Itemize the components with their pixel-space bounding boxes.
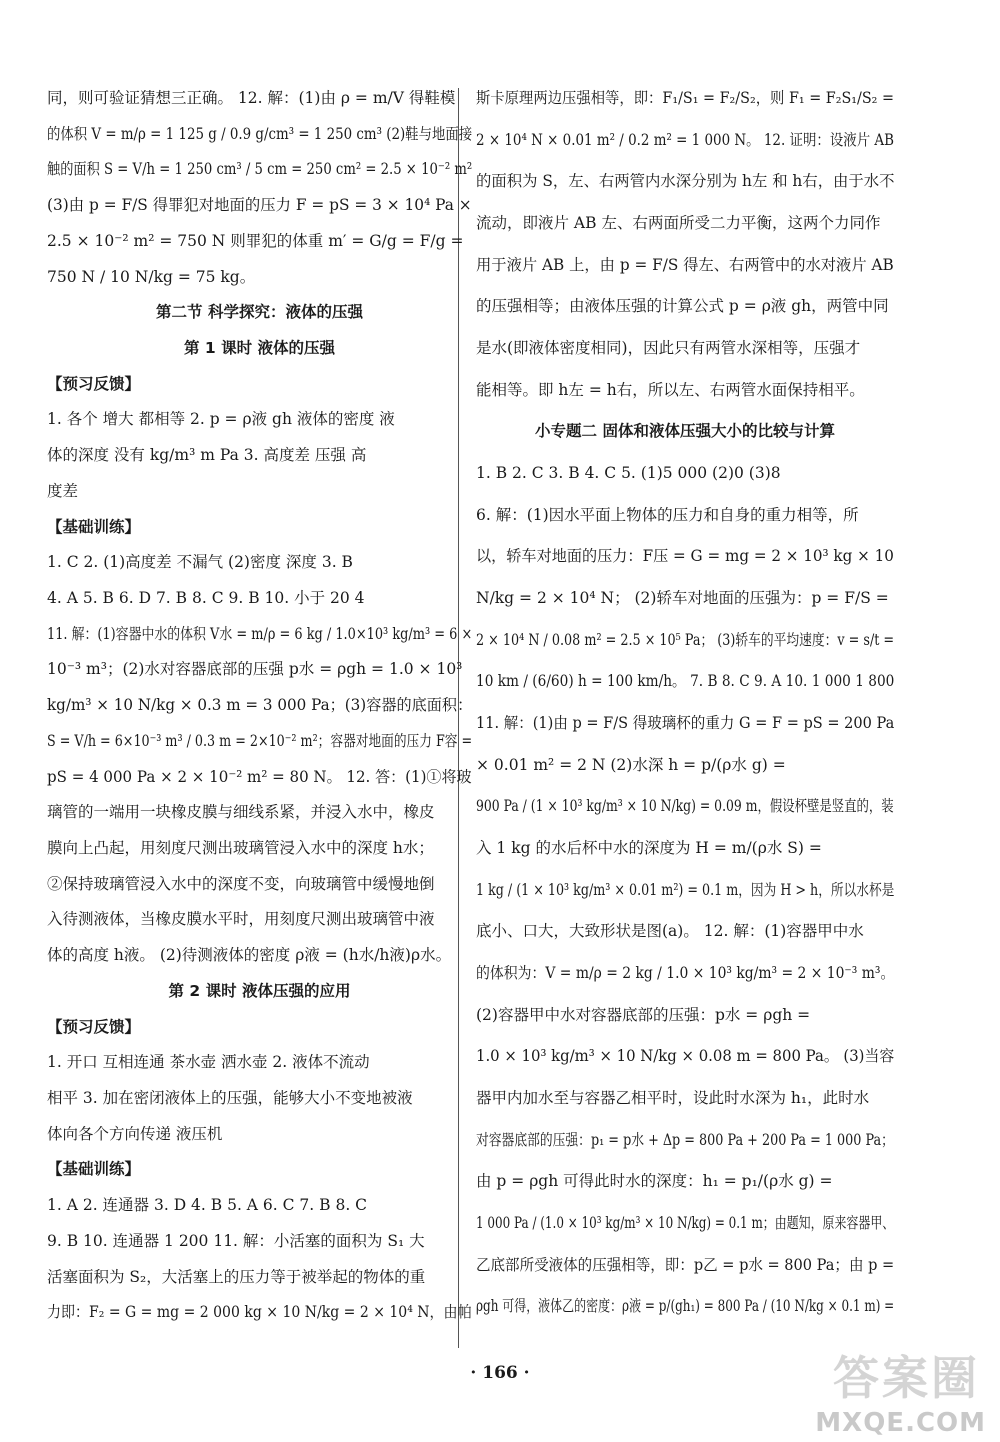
text-line: 能相等。即 h左 = h右，所以左、右两管水面保持相平。 [476, 380, 865, 399]
subsection-heading: 【预习反馈】 [47, 374, 141, 393]
text-line: N/kg = 2 × 10⁴ N； (2)轿车对地面的压强为：p = F/S = [476, 589, 889, 607]
column-divider [458, 88, 459, 1348]
text-line: 2.5 × 10⁻² m² = 750 N 则罪犯的体重 m′ = G/g = F/g = [47, 231, 464, 250]
text-line: 1 000 Pa / (1.0 × 10³ kg/m³ × 10 N/kg) = 0.1 m；由题知，原来容器甲、 [476, 1214, 895, 1232]
text-line: 900 Pa / (1 × 10³ kg/m³ × 10 N/kg) = 0.09 m，假设杯壁是竖直的，装 [476, 797, 894, 816]
text-line: 的面积为 S，左、右两管内水深分别为 h左 和 h右，由于水不 [476, 172, 895, 191]
text-line: 用于液片 AB 上，由 p = F/S 得左、右两管中的水对液片 AB [476, 255, 894, 274]
text-line: ②保持玻璃管浸入水中的深度不变，向玻璃管中缓慢地倒 [47, 874, 435, 893]
watermark-url: MXQE.COM [815, 1408, 986, 1438]
text-line: ρgh 可得，液体乙的密度：ρ液 = p/(gh₁) = 800 Pa / (10 N/kg × 0.1 m) = [476, 1297, 895, 1316]
text-line: 流动，即液片 AB 左、右两面所受二力平衡，这两个力同作 [476, 214, 881, 232]
text-line: 1. A 2. 连通器 3. D 4. B 5. A 6. C 7. B 8. C [47, 1196, 368, 1215]
text-line: 的体积为：V = m/ρ = 2 kg / 1.0 × 10³ kg/m³ = 2 × 10⁻³ m³。 [476, 964, 895, 982]
text-line: 1. B 2. C 3. B 4. C 5. (1)5 000 (2)0 (3)8 [476, 464, 781, 482]
text-line: (3)由 p = F/S 得罪犯对地面的压力 F = pS = 3 × 10⁴ Pa × [47, 196, 472, 215]
section-heading: 第 1 课时 液体的压强 [184, 339, 335, 357]
text-line: 璃管的一端用一块橡皮膜与细线系紧，并浸入水中，橡皮 [47, 803, 435, 822]
section-heading: 小专题二 固体和液体压强大小的比较与计算 [535, 422, 835, 441]
text-line: 1. C 2. (1)高度差 不漏气 (2)密度 深度 3. B [47, 553, 353, 572]
text-line: 力即：F₂ = G = mg = 2 000 kg × 10 N/kg = 2 × 10⁴ N，由帕 [47, 1303, 472, 1322]
text-line: 斯卡原理两边压强相等，即：F₁/S₁ = F₂/S₂，则 F₁ = F₂S₁/S₂ = [476, 89, 895, 107]
text-line: 以，轿车对地面的压力：F压 = G = mg = 2 × 10³ kg × 10 [476, 547, 894, 566]
text-line: 的体积 V = m/ρ = 1 125 g / 0.9 g/cm³ = 1 250 cm³ (2)鞋与地面接 [47, 124, 473, 143]
text-line: 11. 解：(1)容器中水的体积 V水 = m/ρ = 6 kg / 1.0×10³ kg/m³ = 6 × [47, 624, 473, 643]
text-line: 9. B 10. 连通器 1 200 11. 解：小活塞的面积为 S₁ 大 [47, 1231, 425, 1250]
text-line: 入待测液体，当橡皮膜水平时，用刻度尺测出玻璃管中液 [47, 910, 435, 929]
text-line: 同，则可验证猜想三正确。 12. 解：(1)由 ρ = m/V 得鞋模 [47, 89, 456, 107]
text-line: pS = 4 000 Pa × 2 × 10⁻² m² = 80 N。 12. 答：(1)①将玻 [47, 767, 472, 786]
text-line: 10 km / (6/60) h = 100 km/h。 7. B 8. C 9. A 10. 1 000 1 800 [476, 672, 895, 691]
text-line: 是水(即液体密度相同)，因此只有两管水深相等，压强才 [476, 339, 861, 357]
text-line: 对容器底部的压强：p₁ = p水 + Δp = 800 Pa + 200 Pa = 1 000 Pa； [476, 1130, 894, 1149]
subsection-heading: 【基础训练】 [47, 1160, 141, 1179]
text-line: 750 N / 10 N/kg = 75 kg。 [47, 267, 256, 286]
text-line: 2 × 10⁴ N × 0.01 m² / 0.2 m² = 1 000 N。 12. 证明：设液片 AB [476, 130, 894, 149]
text-line: 体的高度 h液。 (2)待测液体的密度 ρ液 = (h水/h液)ρ水。 [47, 946, 452, 965]
text-line: 体向各个方向传递 液压机 [47, 1124, 223, 1143]
text-line: 6. 解：(1)因水平面上物体的压力和自身的重力相等，所 [476, 505, 859, 524]
section-heading: 第 2 课时 液体压强的应用 [168, 981, 351, 1000]
text-line: 器甲内加水至与容器乙相平时，设此时水深为 h₁，此时水 [476, 1089, 870, 1107]
text-line: 1 kg / (1 × 10³ kg/m³ × 0.01 m²) = 0.1 m，因为 H > h，所以水杯是 [476, 880, 895, 899]
text-line: 2 × 10⁴ N / 0.08 m² = 2.5 × 10⁵ Pa； (3)轿车的平均速度：v = s/t = [476, 630, 895, 649]
text-line: 11. 解：(1)由 p = F/S 得玻璃杯的重力 G = F = pS = 200 Pa [476, 714, 895, 732]
text-line: 底小、口大，大致形状是图(a)。 12. 解：(1)容器甲中水 [476, 922, 864, 941]
text-line: 入 1 kg 的水后杯中水的深度为 H = m/(ρ水 S) = [476, 839, 822, 857]
page-number: · 166 · [470, 1363, 530, 1383]
text-line: 1.0 × 10³ kg/m³ × 10 N/kg × 0.08 m = 800 Pa。 (3)当容 [476, 1047, 895, 1066]
text-line: 相平 3. 加在密闭液体上的压强，能够大小不变地被液 [47, 1089, 413, 1107]
text-line: 度差 [47, 481, 79, 500]
watermark-logo: 答案圈 [833, 1351, 980, 1405]
text-line: 体的深度 没有 kg/m³ m Pa 3. 高度差 压强 高 [47, 446, 367, 465]
text-line: S = V/h = 6×10⁻³ m³ / 0.3 m = 2×10⁻² m²；容器对地面的压力 F容 = [47, 731, 473, 750]
text-line: 1. 开口 互相连通 茶水壶 洒水壶 2. 液体不流动 [47, 1053, 370, 1072]
text-line: 触的面积 S = V/h = 1 250 cm³ / 5 cm = 250 cm² = 2.5 × 10⁻² m² [47, 160, 473, 179]
subsection-heading: 【预习反馈】 [47, 1017, 141, 1036]
text-line: 的压强相等；由液体压强的计算公式 p = ρ液 gh，两管中同 [476, 297, 889, 316]
text-line: 由 p = ρgh 可得此时水的深度：h₁ = p₁/(ρ水 g) = [476, 1172, 833, 1191]
text-line: (2)容器甲中水对容器底部的压强：p水 = ρgh = [476, 1005, 811, 1024]
subsection-heading: 【基础训练】 [47, 517, 141, 536]
text-line: kg/m³ × 10 N/kg × 0.3 m = 3 000 Pa；(3)容器的底面积： [47, 696, 473, 715]
text-line: × 0.01 m² = 2 N (2)水深 h = p/(ρ水 g) = [476, 755, 786, 774]
text-line: 膜向上凸起，用刻度尺测出玻璃管浸入水中的深度 h水； [47, 839, 434, 857]
text-line: 10⁻³ m³；(2)水对容器底部的压强 p水 = ρgh = 1.0 × 10³ [47, 660, 463, 679]
section-heading: 第二节 科学探究：液体的压强 [156, 303, 363, 322]
text-line: 乙底部所受液体的压强相等，即：p乙 = p水 = 800 Pa；由 p = [476, 1255, 895, 1274]
text-line: 4. A 5. B 6. D 7. B 8. C 9. B 10. 小于 20 4 [47, 589, 365, 607]
text-line: 1. 各个 增大 都相等 2. p = ρ液 gh 液体的密度 液 [47, 410, 395, 429]
text-line: 活塞面积为 S₂，大活塞上的压力等于被举起的物体的重 [47, 1267, 426, 1286]
